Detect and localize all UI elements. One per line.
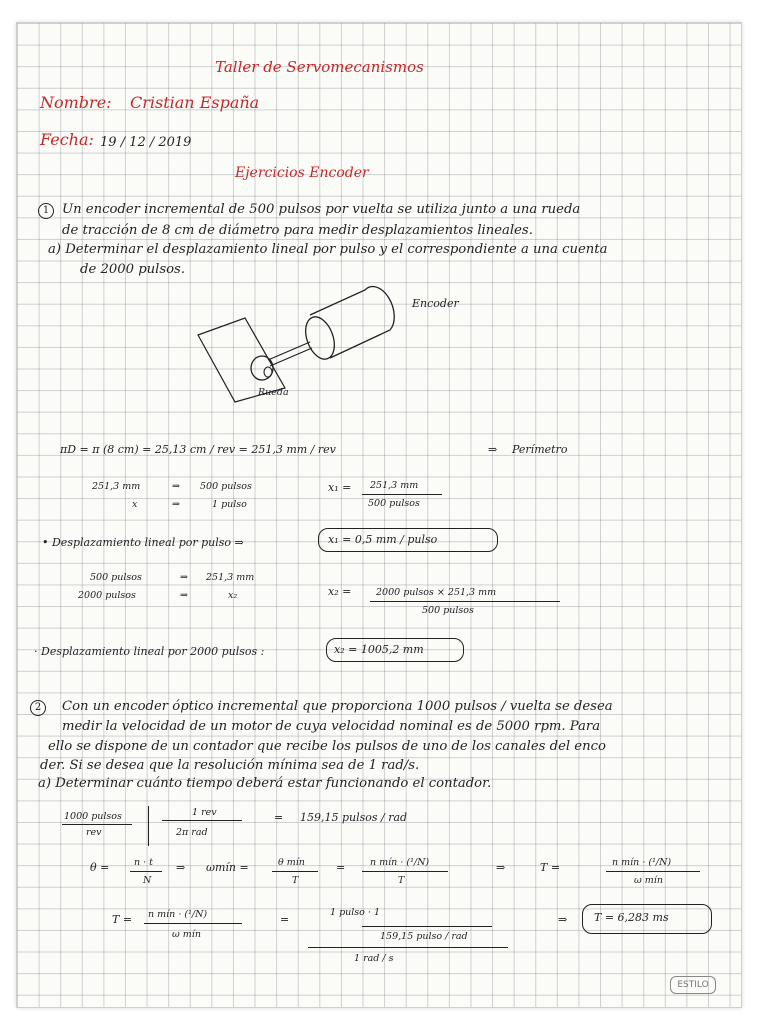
final-result: T = 6,283 ms [594, 911, 669, 924]
n-min-num: n mín · (¹/N) [370, 857, 430, 868]
x1-denominator: 500 pulsos [368, 498, 420, 509]
rule2-row2-b: x₂ [228, 590, 238, 601]
problem1-line-3: a) Determinar el desplazamiento lineal por pulso y el correspondiente a una cuenta [48, 242, 608, 257]
T-num-2: n mín · (¹/N) [148, 909, 208, 920]
result1-value: x₁ = 0,5 mm / pulso [328, 533, 438, 546]
rule1-arrow-1: ⇒ [172, 481, 180, 492]
conv-bar2 [162, 820, 242, 821]
conv-den1: rev [86, 827, 102, 838]
theta-min-den: T [292, 875, 299, 886]
encoder-body [310, 287, 394, 358]
name-label: Nombre: [40, 93, 112, 112]
result1-label: • Desplazamiento lineal por pulso ⇒ [42, 536, 244, 549]
rule1-row1-b: 500 pulsos [200, 481, 252, 492]
rule2-row1-a: 500 pulsos [90, 572, 142, 583]
perimeter-label: Perímetro [512, 443, 568, 456]
final-inner-bar [362, 926, 492, 927]
T-lhs-2: T = [112, 913, 133, 926]
omega-lhs: ωmín = [206, 861, 249, 874]
problem1-line-2: de tracción de 8 cm de diámetro para medir desplazamientos lineales. [62, 223, 533, 238]
theta-eq: = [336, 861, 346, 874]
rule2-arrow-2: ⇒ [180, 590, 188, 601]
conv-divider [148, 806, 149, 846]
problem2-line-1: Con un encoder óptico incremental que proporciona 1000 pulsos / vuelta se desea [62, 699, 613, 714]
final-pulse-num: 1 pulso · 1 [330, 907, 381, 918]
T-den-2: ω mín [172, 929, 201, 940]
conv-num2: 1 rev [192, 807, 217, 818]
result2-value: x₂ = 1005,2 mm [334, 643, 424, 656]
rule1-row1-a: 251,3 mm [92, 481, 141, 492]
rule2-arrow-1: ⇒ [180, 572, 188, 583]
problem2-line-4: der. Si se desea que la resolución mínima sea de 1 rad/s. [40, 758, 420, 773]
conv-num1: 1000 pulsos [64, 811, 122, 822]
problem2-line-3: ello se dispone de un contador que recibe los pulsos de uno de los canales del enco [48, 739, 606, 754]
theta-lhs: θ = [90, 861, 110, 874]
perimeter-calculation: πD = π (8 cm) = 25,13 cm / rev = 251,3 mm / rev [60, 443, 336, 456]
theta-den: N [143, 875, 152, 886]
x1-label: x₁ = [328, 481, 352, 494]
brand-stamp: ESTILO [670, 976, 716, 994]
theta-arrow-2: ⇒ [496, 861, 506, 874]
wheel-label: Rueda [258, 387, 289, 398]
theta-num: n · t [134, 857, 153, 868]
x2-label: x₂ = [328, 585, 352, 598]
perimeter-arrow: ⇒ [488, 443, 498, 456]
rule1-row2-a: x [132, 499, 138, 510]
problem1-number: 1 [38, 203, 54, 219]
date-label: Fecha: [40, 130, 94, 149]
result2-label: · Desplazamiento lineal por 2000 pulsos : [34, 645, 265, 658]
page-title: Taller de Servomecanismos [215, 58, 424, 76]
conv-eq: = [274, 811, 284, 824]
rule2-row2-a: 2000 pulsos [78, 590, 136, 601]
theta-min-num: θ mín [278, 857, 305, 868]
T-bar-1 [606, 871, 700, 872]
final-eq: = [280, 913, 290, 926]
rule1-row2-b: 1 pulso [212, 499, 247, 510]
theta-arrow-1: ⇒ [176, 861, 186, 874]
encoder-label: Encoder [412, 297, 459, 310]
final-pulse-mid: 159,15 pulso / rad [380, 931, 468, 942]
wheel-hub [264, 367, 272, 377]
x1-numerator: 251,3 mm [370, 480, 419, 491]
conv-bar1 [62, 824, 132, 825]
problem2-line-5: a) Determinar cuánto tiempo deberá estar funcionando el contador. [38, 776, 492, 791]
final-arrow: ⇒ [558, 913, 568, 926]
final-outer-bar [308, 947, 508, 948]
n-min-den: T [398, 875, 405, 886]
problem2-number: 2 [30, 700, 46, 716]
section-title: Ejercicios Encoder [235, 165, 369, 181]
theta-min-bar [272, 871, 318, 872]
conv-result: 159,15 pulsos / rad [300, 811, 408, 824]
problem1-line-4: de 2000 pulsos. [80, 262, 186, 277]
x2-denominator: 500 pulsos [422, 605, 474, 616]
n-min-bar [362, 871, 448, 872]
final-pulse-den: 1 rad / s [354, 953, 394, 964]
T-lhs-1: T = [540, 861, 561, 874]
rule2-row1-b: 251,3 mm [206, 572, 255, 583]
x1-fraction-bar [362, 494, 442, 495]
x2-fraction-bar [370, 601, 560, 602]
date-value: 19 / 12 / 2019 [100, 135, 192, 150]
T-bar-2 [144, 923, 242, 924]
conv-den2: 2π rad [176, 827, 208, 838]
T-den-1: ω mín [634, 875, 663, 886]
x2-numerator: 2000 pulsos × 251,3 mm [376, 587, 497, 598]
problem1-line-1: Un encoder incremental de 500 pulsos por vuelta se utiliza junto a una rueda [62, 202, 581, 217]
T-num-1: n mín · (¹/N) [612, 857, 672, 868]
problem2-line-2: medir la velocidad de un motor de cuya velocidad nominal es de 5000 rpm. Para [62, 719, 601, 734]
rule1-arrow-2: ⇒ [172, 499, 180, 510]
name-value: Cristian España [130, 93, 260, 112]
encoder-wheel-figure [190, 280, 430, 410]
theta-bar [130, 871, 162, 872]
